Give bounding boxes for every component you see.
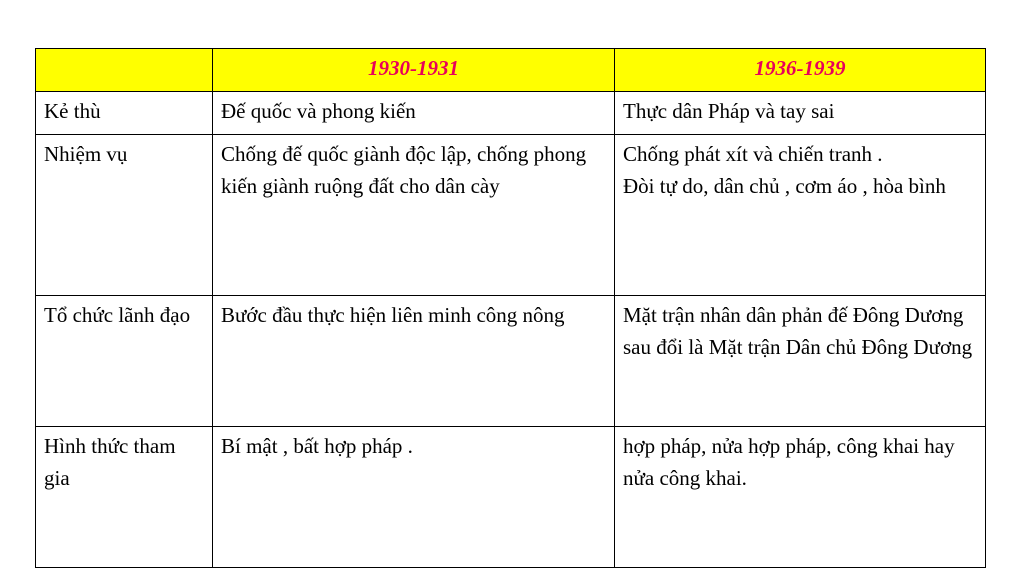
cell-enemy-1930	[213, 91, 615, 134]
table-body	[36, 91, 986, 567]
cell-task-1930	[213, 134, 615, 295]
table-row	[36, 295, 986, 426]
header-cell-period-2	[615, 49, 986, 92]
cell-text: Chống phát xít và chiến tranh .	[623, 141, 883, 166]
header-cell-empty	[36, 49, 213, 92]
cell-enemy-1936	[615, 91, 986, 134]
cell-text: Đế quốc và phong kiến	[221, 98, 416, 123]
table-row	[36, 426, 986, 567]
row-label-participation-form: Hình thức tham gia	[36, 426, 213, 567]
table-row	[36, 134, 986, 295]
cell-task-1936	[615, 134, 986, 295]
table-header-row	[36, 49, 986, 92]
table-row	[36, 91, 986, 134]
comparison-table	[35, 48, 986, 568]
row-label-leadership-organization: Tổ chức lãnh đạo	[36, 295, 213, 426]
row-label-task: Nhiệm vụ	[36, 134, 213, 295]
header-label-period-1: 1930-1931	[368, 56, 459, 80]
cell-text: Đòi tự do, dân chủ , cơm áo , hòa bình	[623, 173, 946, 198]
header-label-period-2: 1936-1939	[754, 56, 846, 80]
header-cell-period-1	[213, 49, 615, 92]
cell-text: Chống đế quốc giành độc lập, chống phong kiến giành ruộng đất cho dân cày	[221, 141, 587, 198]
row-label-enemy: Kẻ thù	[36, 91, 213, 134]
cell-text: Bí mật , bất hợp pháp .	[221, 433, 413, 458]
cell-form-1930	[213, 426, 615, 567]
cell-form-1936	[615, 426, 986, 567]
cell-text: Mặt trận nhân dân phản đế Đông Dương sau đổi là Mặt trận Dân chủ Đông Dương	[623, 302, 973, 359]
table-header	[36, 49, 986, 92]
cell-org-1930	[213, 295, 615, 426]
cell-org-1936	[615, 295, 986, 426]
cell-text: Bước đầu thực hiện liên minh công nông	[221, 302, 565, 327]
cell-text: hợp pháp, nửa hợp pháp, công khai hay nửa công khai.	[623, 433, 955, 490]
cell-text: Thực dân Pháp và tay sai	[623, 98, 835, 123]
